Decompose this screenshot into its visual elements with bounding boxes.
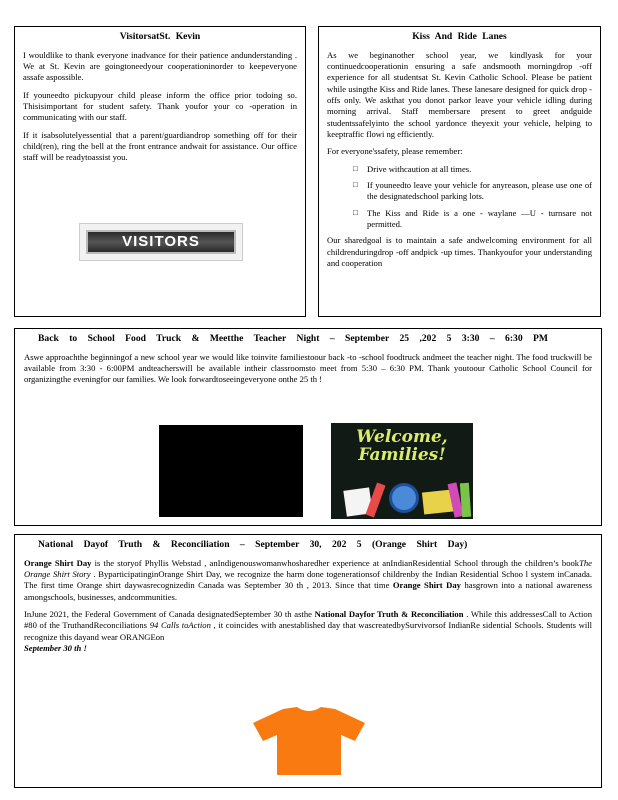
kiss-and-ride-paragraph-3: Our sharedgoal is to maintain a safe andwelcoming environment for all childrenduringdrop -off andpick -up times. Thankyoufor your understanding and cooperation bbox=[327, 235, 592, 269]
visitors-title: VisitorsatSt. Kevin bbox=[119, 31, 201, 42]
orange-shirt-paragraph-2 bbox=[24, 609, 592, 654]
kiss-and-ride-rules-list bbox=[353, 164, 592, 231]
orange-shirt-day-title: National Dayof Truth & Reconciliation – September 30, 202 5 (Orange Shirt Day) bbox=[38, 539, 468, 550]
kiss-and-ride-title: Kiss And Ride Lanes bbox=[412, 31, 507, 42]
calls-to-action-title: 94 Calls toAction bbox=[149, 620, 211, 631]
food-truck-section bbox=[14, 328, 602, 526]
pencil-icon bbox=[460, 483, 471, 518]
visitors-section bbox=[14, 26, 306, 317]
book-title: The Orange Shirt Story bbox=[24, 557, 592, 579]
kiss-and-ride-paragraph-2: For everyone'ssafety, please remember: bbox=[327, 146, 463, 157]
visitors-sign-image bbox=[79, 223, 243, 261]
visitors-paragraph-2: If youneedto pickupyour child please inform the office prior todoing so. Thisisimportant for student safety. Thank youfor your co -operation in communicating with our staff. bbox=[23, 89, 297, 123]
national-day-bold: National Dayfor Truth & Reconciliation bbox=[314, 609, 464, 620]
families-line: Families! bbox=[358, 444, 446, 465]
rule-item: □ Drive withcaution at all times. bbox=[353, 164, 592, 175]
visitors-sign-text: VISITORS bbox=[86, 230, 236, 254]
text-run: . While this addressesCall to Action #80 of the TruthandReconciliations bbox=[24, 609, 593, 631]
text-run: hasgrown into a national awareness amongschools, businesses, andcommunities. bbox=[24, 580, 592, 602]
kiss-and-ride-section bbox=[318, 26, 601, 317]
orange-shirt-day-section bbox=[14, 534, 602, 788]
kiss-and-ride-paragraph-1: As we beginanother school year, we kindlyask for your continuedcooperationin ensuring a safe andsmooth morningdrop -off experience for all studentsat St. Kevin Catholic School. Please be patient while usingthe Kiss and Ride lanes. These lanesare designed for quick drop -offs only. We askthat you donot parkor leave your vehicle idling during morning arrival. Staff membersare present to greet andguide studentssafelyinto the school yardonce theyexit your vehicle, helping to keeptraffic flowi ng efficiently. bbox=[327, 49, 592, 140]
food-truck-title: Back to School Food Truck & Meetthe Teacher Night – September 25 ,202 5 3:30 – 6:30 PM bbox=[38, 333, 548, 344]
black-image-placeholder bbox=[159, 425, 303, 517]
visitors-paragraph-1: I wouldlike to thank everyone inadvance for their patience andunderstanding . We at St. Kevin are goingtoneedyour cooperationinorder to keepeveryone assafe aspossible. bbox=[23, 49, 297, 83]
text-run: is the storyof Phyllis Webstad , anIndigenouswomanwhosharedher experience at anIndianResidential School through the children’s book bbox=[91, 557, 580, 568]
food-truck-paragraph: Aswe approachthe beginningof a new school year we would like toinvite familiestoour back -to -school foodtruck andmeet the teacher night. The food truckwill be available from 3:30 - 6:00PM andteacherswill be available intheir classroomsto meet from 5:30 – 6:30 PM. Thank youtoour Catholic School Council for organizingthe eveningfor our families. We look forwardtoseeingeveryone onthe 25 th ! bbox=[24, 351, 592, 385]
welcome-families-text bbox=[331, 429, 473, 465]
rule-item: □ If youneedto leave your vehicle for anyreason, please use one of the designatedschool parking lots. bbox=[353, 180, 592, 203]
welcome-line: Welcome, bbox=[356, 427, 448, 447]
welcome-families-image bbox=[331, 423, 473, 519]
rule-item: □ The Kiss and Ride is a one - waylane —U - turnsare not permitted. bbox=[353, 208, 592, 231]
orange-shirt-paragraph-1 bbox=[24, 558, 592, 603]
orange-shirt-day-bold: Orange Shirt Day bbox=[24, 557, 92, 568]
visitors-paragraph-3: If it isabsolutelyessential that a parent/guardiandrop something off for their child(ren), ring the bell at the front entrance andwait for assistance. Our office staff will be readytoassist you. bbox=[23, 129, 297, 163]
clock-icon bbox=[389, 483, 419, 513]
orange-shirt-day-bold: Orange Shirt Day bbox=[392, 580, 461, 591]
text-run: InJune 2021, the Federal Government of Canada designatedSeptember 30 th asthe bbox=[24, 609, 315, 620]
september-30-closing: September 30 th ! bbox=[24, 643, 87, 654]
text-run: , it coincides with anestablished day that wascreatedbySurvivorsof IndianRe sidential Schools. Students will recognize this dayand wear ORANGEon bbox=[24, 620, 592, 642]
orange-shirt-icon bbox=[251, 705, 367, 777]
text-run: . ByparticipatinginOrange Shirt Day, we recognize the harm done togenerationsof childrenby the Indian Residential Schoo l system inCanada. The first time Orange shirt daywasrecognizedin Canada was September 30 th , 2013. Since that time bbox=[24, 569, 593, 591]
